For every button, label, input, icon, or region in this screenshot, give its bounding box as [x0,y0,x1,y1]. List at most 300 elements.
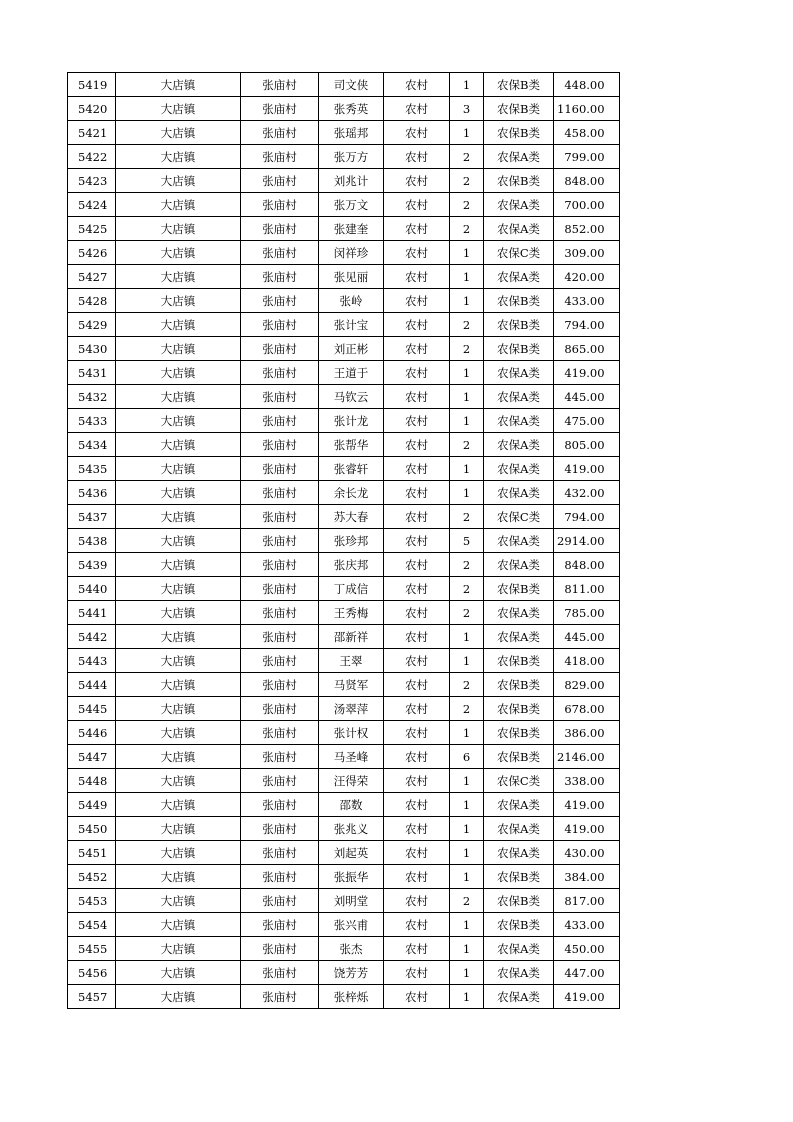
record-id-cell: 5452 [68,865,116,889]
count-cell: 6 [450,745,484,769]
amount-cell: 433.00 [554,913,620,937]
town-cell: 大店镇 [116,265,241,289]
town-cell: 大店镇 [116,217,241,241]
village-cell: 张庙村 [241,889,319,913]
area-type-cell: 农村 [384,481,450,505]
count-cell: 1 [450,961,484,985]
table-row [68,193,620,217]
name-cell: 张杰 [319,937,384,961]
amount-cell: 811.00 [554,577,620,601]
table-row [68,457,620,481]
name-cell: 张岭 [319,289,384,313]
village-cell: 张庙村 [241,193,319,217]
table-row [68,289,620,313]
record-id-cell: 5451 [68,841,116,865]
town-cell: 大店镇 [116,121,241,145]
town-cell: 大店镇 [116,289,241,313]
record-id-cell: 5424 [68,193,116,217]
area-type-cell: 农村 [384,289,450,313]
category-cell: 农保B类 [484,721,554,745]
category-cell: 农保B类 [484,97,554,121]
town-cell: 大店镇 [116,889,241,913]
town-cell: 大店镇 [116,73,241,97]
area-type-cell: 农村 [384,673,450,697]
category-cell: 农保B类 [484,697,554,721]
village-cell: 张庙村 [241,289,319,313]
name-cell: 刘正彬 [319,337,384,361]
village-cell: 张庙村 [241,169,319,193]
table-row [68,913,620,937]
record-id-cell: 5445 [68,697,116,721]
area-type-cell: 农村 [384,601,450,625]
table-row [68,505,620,529]
area-type-cell: 农村 [384,97,450,121]
area-type-cell: 农村 [384,841,450,865]
table-row [68,361,620,385]
table-row [68,865,620,889]
amount-cell: 433.00 [554,289,620,313]
amount-cell: 700.00 [554,193,620,217]
name-cell: 张振华 [319,865,384,889]
category-cell: 农保B类 [484,913,554,937]
category-cell: 农保A类 [484,361,554,385]
category-cell: 农保B类 [484,577,554,601]
village-cell: 张庙村 [241,697,319,721]
name-cell: 汤翠萍 [319,697,384,721]
table-row [68,985,620,1009]
area-type-cell: 农村 [384,937,450,961]
record-id-cell: 5430 [68,337,116,361]
area-type-cell: 农村 [384,745,450,769]
table-row [68,313,620,337]
table-row [68,121,620,145]
table-row [68,241,620,265]
record-id-cell: 5431 [68,361,116,385]
name-cell: 张瑶邦 [319,121,384,145]
table-body [68,73,620,1009]
count-cell: 2 [450,337,484,361]
town-cell: 大店镇 [116,241,241,265]
table-row [68,337,620,361]
area-type-cell: 农村 [384,985,450,1009]
name-cell: 王翠 [319,649,384,673]
village-cell: 张庙村 [241,409,319,433]
count-cell: 1 [450,385,484,409]
table-row [68,697,620,721]
table-row [68,889,620,913]
record-id-cell: 5429 [68,313,116,337]
name-cell: 马圣峰 [319,745,384,769]
area-type-cell: 农村 [384,313,450,337]
category-cell: 农保A类 [484,817,554,841]
category-cell: 农保A类 [484,457,554,481]
amount-cell: 448.00 [554,73,620,97]
table-row [68,577,620,601]
name-cell: 闵祥珍 [319,241,384,265]
count-cell: 5 [450,529,484,553]
town-cell: 大店镇 [116,97,241,121]
name-cell: 张万方 [319,145,384,169]
count-cell: 1 [450,457,484,481]
amount-cell: 829.00 [554,673,620,697]
amount-cell: 430.00 [554,841,620,865]
category-cell: 农保A类 [484,529,554,553]
table-row [68,745,620,769]
category-cell: 农保A类 [484,217,554,241]
town-cell: 大店镇 [116,553,241,577]
record-id-cell: 5455 [68,937,116,961]
count-cell: 1 [450,361,484,385]
amount-cell: 785.00 [554,601,620,625]
table-row [68,265,620,289]
amount-cell: 418.00 [554,649,620,673]
record-id-cell: 5433 [68,409,116,433]
amount-cell: 419.00 [554,361,620,385]
village-cell: 张庙村 [241,577,319,601]
village-cell: 张庙村 [241,73,319,97]
record-id-cell: 5423 [68,169,116,193]
area-type-cell: 农村 [384,337,450,361]
amount-cell: 458.00 [554,121,620,145]
village-cell: 张庙村 [241,121,319,145]
town-cell: 大店镇 [116,481,241,505]
record-id-cell: 5434 [68,433,116,457]
record-id-cell: 5444 [68,673,116,697]
village-cell: 张庙村 [241,745,319,769]
count-cell: 1 [450,625,484,649]
record-id-cell: 5453 [68,889,116,913]
count-cell: 2 [450,193,484,217]
table-row [68,73,620,97]
record-id-cell: 5422 [68,145,116,169]
table-row [68,673,620,697]
count-cell: 1 [450,817,484,841]
amount-cell: 799.00 [554,145,620,169]
area-type-cell: 农村 [384,265,450,289]
count-cell: 2 [450,217,484,241]
area-type-cell: 农村 [384,625,450,649]
count-cell: 1 [450,409,484,433]
amount-cell: 419.00 [554,793,620,817]
record-id-cell: 5448 [68,769,116,793]
area-type-cell: 农村 [384,721,450,745]
village-cell: 张庙村 [241,481,319,505]
town-cell: 大店镇 [116,457,241,481]
count-cell: 1 [450,841,484,865]
village-cell: 张庙村 [241,337,319,361]
village-cell: 张庙村 [241,601,319,625]
category-cell: 农保B类 [484,649,554,673]
amount-cell: 2146.00 [554,745,620,769]
town-cell: 大店镇 [116,769,241,793]
category-cell: 农保A类 [484,481,554,505]
table-row [68,409,620,433]
area-type-cell: 农村 [384,697,450,721]
category-cell: 农保A类 [484,841,554,865]
amount-cell: 432.00 [554,481,620,505]
count-cell: 2 [450,889,484,913]
area-type-cell: 农村 [384,505,450,529]
record-id-cell: 5443 [68,649,116,673]
record-id-cell: 5435 [68,457,116,481]
count-cell: 2 [450,553,484,577]
village-cell: 张庙村 [241,625,319,649]
town-cell: 大店镇 [116,937,241,961]
area-type-cell: 农村 [384,217,450,241]
area-type-cell: 农村 [384,193,450,217]
count-cell: 1 [450,289,484,313]
category-cell: 农保B类 [484,865,554,889]
count-cell: 1 [450,937,484,961]
town-cell: 大店镇 [116,145,241,169]
table-row [68,601,620,625]
area-type-cell: 农村 [384,529,450,553]
area-type-cell: 农村 [384,577,450,601]
area-type-cell: 农村 [384,457,450,481]
amount-cell: 817.00 [554,889,620,913]
category-cell: 农保A类 [484,433,554,457]
record-id-cell: 5456 [68,961,116,985]
record-id-cell: 5425 [68,217,116,241]
amount-cell: 419.00 [554,985,620,1009]
table-row [68,385,620,409]
name-cell: 饶芳芳 [319,961,384,985]
amount-cell: 386.00 [554,721,620,745]
table-row [68,145,620,169]
town-cell: 大店镇 [116,697,241,721]
record-id-cell: 5439 [68,553,116,577]
record-id-cell: 5419 [68,73,116,97]
town-cell: 大店镇 [116,649,241,673]
category-cell: 农保A类 [484,985,554,1009]
amount-cell: 420.00 [554,265,620,289]
name-cell: 张建奎 [319,217,384,241]
area-type-cell: 农村 [384,553,450,577]
village-cell: 张庙村 [241,217,319,241]
amount-cell: 338.00 [554,769,620,793]
amount-cell: 865.00 [554,337,620,361]
name-cell: 刘起英 [319,841,384,865]
area-type-cell: 农村 [384,121,450,145]
amount-cell: 848.00 [554,553,620,577]
record-id-cell: 5427 [68,265,116,289]
village-cell: 张庙村 [241,841,319,865]
area-type-cell: 农村 [384,145,450,169]
name-cell: 刘明堂 [319,889,384,913]
count-cell: 1 [450,913,484,937]
count-cell: 1 [450,985,484,1009]
category-cell: 农保A类 [484,961,554,985]
record-id-cell: 5457 [68,985,116,1009]
name-cell: 汪得荣 [319,769,384,793]
category-cell: 农保A类 [484,385,554,409]
record-id-cell: 5421 [68,121,116,145]
name-cell: 马贤军 [319,673,384,697]
area-type-cell: 农村 [384,409,450,433]
name-cell: 张秀英 [319,97,384,121]
amount-cell: 805.00 [554,433,620,457]
town-cell: 大店镇 [116,793,241,817]
category-cell: 农保B类 [484,673,554,697]
category-cell: 农保A类 [484,937,554,961]
count-cell: 1 [450,241,484,265]
record-id-cell: 5449 [68,793,116,817]
table-row [68,553,620,577]
table-row [68,433,620,457]
table-row [68,169,620,193]
category-cell: 农保A类 [484,145,554,169]
amount-cell: 445.00 [554,385,620,409]
area-type-cell: 农村 [384,793,450,817]
count-cell: 1 [450,73,484,97]
town-cell: 大店镇 [116,409,241,433]
table-row [68,721,620,745]
village-cell: 张庙村 [241,985,319,1009]
name-cell: 张万文 [319,193,384,217]
table-row [68,817,620,841]
record-id-cell: 5437 [68,505,116,529]
name-cell: 张梓烁 [319,985,384,1009]
town-cell: 大店镇 [116,985,241,1009]
count-cell: 2 [450,145,484,169]
count-cell: 2 [450,601,484,625]
village-cell: 张庙村 [241,457,319,481]
data-table [67,72,620,1009]
village-cell: 张庙村 [241,649,319,673]
count-cell: 1 [450,121,484,145]
town-cell: 大店镇 [116,337,241,361]
village-cell: 张庙村 [241,673,319,697]
category-cell: 农保B类 [484,289,554,313]
count-cell: 1 [450,793,484,817]
record-id-cell: 5426 [68,241,116,265]
category-cell: 农保B类 [484,313,554,337]
amount-cell: 309.00 [554,241,620,265]
town-cell: 大店镇 [116,313,241,337]
amount-cell: 848.00 [554,169,620,193]
category-cell: 农保C类 [484,241,554,265]
village-cell: 张庙村 [241,865,319,889]
town-cell: 大店镇 [116,169,241,193]
table-row [68,529,620,553]
village-cell: 张庙村 [241,769,319,793]
name-cell: 张计龙 [319,409,384,433]
category-cell: 农保B类 [484,745,554,769]
category-cell: 农保C类 [484,505,554,529]
amount-cell: 794.00 [554,505,620,529]
village-cell: 张庙村 [241,817,319,841]
category-cell: 农保A类 [484,409,554,433]
area-type-cell: 农村 [384,649,450,673]
amount-cell: 384.00 [554,865,620,889]
record-id-cell: 5442 [68,625,116,649]
town-cell: 大店镇 [116,361,241,385]
town-cell: 大店镇 [116,745,241,769]
amount-cell: 794.00 [554,313,620,337]
count-cell: 1 [450,721,484,745]
table-row [68,481,620,505]
amount-cell: 447.00 [554,961,620,985]
record-id-cell: 5438 [68,529,116,553]
village-cell: 张庙村 [241,313,319,337]
area-type-cell: 农村 [384,73,450,97]
village-cell: 张庙村 [241,361,319,385]
town-cell: 大店镇 [116,961,241,985]
name-cell: 张珍邦 [319,529,384,553]
town-cell: 大店镇 [116,913,241,937]
category-cell: 农保C类 [484,769,554,793]
village-cell: 张庙村 [241,241,319,265]
amount-cell: 419.00 [554,457,620,481]
amount-cell: 419.00 [554,817,620,841]
name-cell: 张兴甫 [319,913,384,937]
record-id-cell: 5446 [68,721,116,745]
count-cell: 2 [450,697,484,721]
town-cell: 大店镇 [116,841,241,865]
record-id-cell: 5450 [68,817,116,841]
village-cell: 张庙村 [241,385,319,409]
town-cell: 大店镇 [116,625,241,649]
amount-cell: 450.00 [554,937,620,961]
record-id-cell: 5428 [68,289,116,313]
name-cell: 苏大春 [319,505,384,529]
count-cell: 2 [450,505,484,529]
record-id-cell: 5432 [68,385,116,409]
village-cell: 张庙村 [241,793,319,817]
town-cell: 大店镇 [116,601,241,625]
name-cell: 张庆邦 [319,553,384,577]
name-cell: 张兆义 [319,817,384,841]
town-cell: 大店镇 [116,193,241,217]
village-cell: 张庙村 [241,265,319,289]
village-cell: 张庙村 [241,145,319,169]
count-cell: 2 [450,169,484,193]
village-cell: 张庙村 [241,97,319,121]
amount-cell: 2914.00 [554,529,620,553]
amount-cell: 678.00 [554,697,620,721]
village-cell: 张庙村 [241,529,319,553]
table-row [68,649,620,673]
category-cell: 农保A类 [484,193,554,217]
village-cell: 张庙村 [241,913,319,937]
table-row [68,625,620,649]
category-cell: 农保B类 [484,73,554,97]
table-row [68,769,620,793]
table-row [68,217,620,241]
town-cell: 大店镇 [116,721,241,745]
area-type-cell: 农村 [384,169,450,193]
village-cell: 张庙村 [241,505,319,529]
area-type-cell: 农村 [384,865,450,889]
count-cell: 1 [450,481,484,505]
category-cell: 农保A类 [484,625,554,649]
table-row [68,841,620,865]
count-cell: 1 [450,265,484,289]
count-cell: 2 [450,433,484,457]
table-row [68,793,620,817]
category-cell: 农保A类 [484,265,554,289]
area-type-cell: 农村 [384,361,450,385]
town-cell: 大店镇 [116,385,241,409]
table-row [68,937,620,961]
name-cell: 张计权 [319,721,384,745]
town-cell: 大店镇 [116,529,241,553]
village-cell: 张庙村 [241,433,319,457]
area-type-cell: 农村 [384,913,450,937]
table-row [68,961,620,985]
area-type-cell: 农村 [384,385,450,409]
town-cell: 大店镇 [116,865,241,889]
